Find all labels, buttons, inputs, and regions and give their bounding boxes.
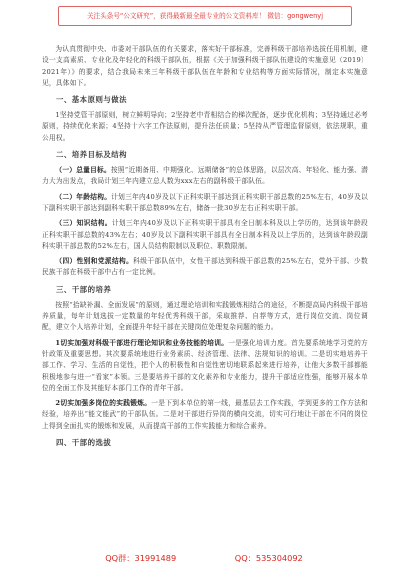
document-body bbox=[42, 44, 368, 453]
qq-number: QQ：535304092 bbox=[234, 553, 303, 563]
section-title-selection: 四、干部的选拔 bbox=[56, 438, 112, 448]
training-practice-paragraph bbox=[42, 398, 368, 432]
training-practice-lead: 2切实加强多岗位的实践锻炼。 bbox=[55, 399, 152, 408]
goal-knowledge-lead: （三）知识结构。 bbox=[55, 219, 112, 228]
training-paragraph: 按照“拾缺补漏、全面发展”的原则，通过理论培训和实践锻炼相结合的途径，不断提高局内科级干部培养质量，每年计划选拔一定数量的年轻优秀科级干部，采取推荐、自荐等方式，进行岗位交流、岗位调配，建立个人培养计划，全面提升年轻干部在关键岗位处理复杂问题的能力。 bbox=[42, 300, 368, 332]
goal-age-text: 计划三年内40岁及以下正科实职干部达到正科实职干部总数的25%左右，40岁及以下副科实职干部达到副科实职干部总数89%左右，储备一批30岁左右正科实职干部。 bbox=[42, 192, 368, 212]
goal-gender-paragraph bbox=[42, 256, 368, 279]
training-theory-paragraph bbox=[42, 338, 368, 394]
intro-paragraph: 为认真贯彻中央、市委对干部队伍的有关要求，落实好干部标准，完善科级干部培养选拔任用机制，建设一支高素质、专业化及年轻化的科级干部队伍，根据《关于加强科级干部队伍建设的实施意见（2019〕2021年）》的要求，结合我局未来三年科级干部队伍在年龄和专业结构等方面实际情况，制定本实施意见，具体如下。 bbox=[42, 45, 368, 87]
training-practice-text: 一是下到本单位的第一线，最基层去工作实践，学到更多的工作方法和经验，培养出“能文能武”的干部队伍。二是对干部进行异岗的横向交流，切实可行地让干部在不同的岗位上得到全面扎实的锻炼和发展，从而提高干部的工作实践能力和综合素养。 bbox=[42, 399, 368, 430]
goal-knowledge-text: 计划三年内40岁及以下正科实职干部具有全日制本科及以上学历的，达到该年龄段正科实职干部总数的43%左右；40岁及以下副科实职干部具有全日制本科及以上学历的，达到该年龄段副科实职干部总数的52%左右，国人员结构限制以及职位、职数限制。 bbox=[42, 219, 368, 250]
training-theory-lead: 1切实加强对科级干部进行理论知识和业务技能的培训。 bbox=[55, 338, 229, 347]
goal-total-paragraph bbox=[42, 165, 368, 188]
goal-gender-lead: （四）性别和党派结构。 bbox=[55, 257, 134, 266]
promo-banner: 关注头条号“公文研究”，获得最新最全最专业的公文资料库！ 微信：gongwenyj bbox=[58, 6, 352, 26]
qq-group: QQ群：31991489 bbox=[105, 553, 177, 563]
contact-footer bbox=[0, 553, 408, 564]
goal-age-lead: （二）年龄结构。 bbox=[55, 192, 112, 201]
goal-total-lead: （一）总量目标。 bbox=[55, 166, 111, 175]
principles-paragraph: 1坚持党管干部原则，树立鲜明导向；2坚持老中青相结合的梯次配备，逐步优化机构；3坚持通过必考原则，持续优化来源；4坚持十六字工作法原则，提升法任质量；5坚持从严管理监督原则，依法规职，重公用权。 bbox=[42, 111, 368, 142]
goal-total-text: 按照“近期备用、中期强化、远期储备”的总体思路，以层次高、年轻化、能力强、潜力大为出发点，我局计划三年内建立总人数为xxx左右的副科级干部队伍。 bbox=[42, 166, 369, 186]
section-title-principles: 一、基本原则与做法 bbox=[56, 95, 128, 105]
goal-gender-text: 科级干部队伍中，女性干部达到科级干部总数的25%左右，党外干部、少数民族干部在科级干部中占有一定比例。 bbox=[42, 257, 368, 277]
goal-age-paragraph bbox=[42, 192, 368, 215]
training-theory-text: 一是强化培训力度。首先要系统地学习党的方针政策及重要思想。其次要系统地进行业务素质、经济管理、法律、法规知识的培训。二是切实地培养干部工作、学习、生活的自觉性，把个人的积极性和自觉性密切地联系起来进行培养，让他大多数干部都能积极地参与进一“看家”本领。三是要培养干部的文化素养和专业能力，提升干部适应性强，能够开展本单位的全面工作及其能好本部门工作的青年干部。 bbox=[42, 338, 368, 392]
section-title-training: 三、干部的培养 bbox=[56, 284, 112, 294]
goal-knowledge-paragraph bbox=[42, 218, 368, 252]
section-title-goals: 二、培养目标及结构 bbox=[56, 150, 128, 160]
